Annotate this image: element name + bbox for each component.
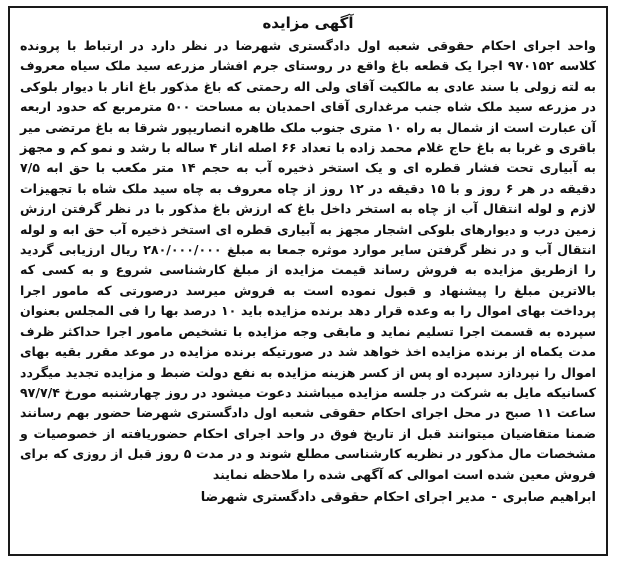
notice-body: واحد اجرای احکام حقوقی شعبه اول دادگستری شهرضا در نظر دارد در ارتباط با پرونده کلاسه ۹۷۰۱۵۲ اجرا یک قطعه باغ واقع در روستای جرم افشار مزرعه سید ملک سیاه معروف به لته زولی با سند عادی به مالکیت آقای ولی اله رحمتی که باغ مذکور باغ انار با دیوار بلوکی در مزرعه سید ملک شاه جنب مرغداری آقای احمدیان به مساحت ۵۰۰ مترمربع که حدود اربعه آن عبارت است از شمال به راه ۱۰ متری جنوب ملک طاهره انصاریپور شرقا به باغ مرتضی میر باقری و غربا به باغ حاج غلام محمد زاده با تعداد ۶۶ اصله انار ۴ ساله با رشد و نمو کم و مجهز به آبیاری تحت فشار قطره ای و یک استخر ذخیره آب به حجم ۱۴ متر مکعب با حق ابه ۷/۵ دقیقه در هر ۶ روز و با ۱۵ دقیقه در ۱۲ روز از چاه معروف به چاه سید ملک شاه با تجهیزات لازم و لوله انتقال آب از چاه به استخر داخل باغ که ارزش باغ مذکور با در نظر گرفتن ارزش زمین درب و دیوارهای بلوکی اشجار مجهز به آبیاری قطره ای استخر ذخیره آب حق ابه و لوله انتقال آب و در نظر گرفتن سایر موارد موثره جمعا به مبلغ ۲۸۰/۰۰۰/۰۰۰ ریال ارزیابی گردید را ازطریق مزایده به فروش رساند قیمت مزایده از مبلغ کارشناسی شروع و به کسی که بالاترین مبلغ را پیشنهاد و قبول نموده است به فروش میرسد درصورتی که مامور اجرا پرداخت بهای اموال را به وعده قرار دهد برنده مزایده باید ۱۰ درصد بها را فی المجلس بعنوان سپرده به قسمت اجرا تسلیم نماید و مابقی وجه مزایده با تشخیص مامور اجرا حداکثر ظرف مدت یکماه از برنده مزایده اخذ خواهد شد در صورتیکه برنده مزایده در موعد مقرر بقیه بهای اموال را نپردازد سپرده او پس از کسر هزینه مزایده به نفع دولت ضبط و مزایده تجدید میگردد کسانیکه مایل به شرکت در جلسه مزایده میباشند دعوت میشود در روز چهارشنبه مورخ ۹۷/۷/۴ ساعت ۱۱ صبح در محل اجرای احکام حقوقی شعبه اول دادگستری شهرضا حضور بهم رسانند ضمنا متقاضیان میتوانند قبل از تاریخ فوق در واحد اجرای احکام حضوریافته از خصوصیات و مشخصات مال مذکور در نظریه کارشناسی مطلع شوند و در مدت ۵ روز قبل از روزی که برای فروش معین شده است اموالی که آگهی شده را ملاحظه نمایند	[20, 38, 597, 482]
auction-notice	[8, 6, 608, 556]
signature-role: مدیر اجرای احکام حقوقی دادگستری شهرضا	[200, 489, 486, 505]
notice-title: آگهی مزایده	[262, 14, 354, 32]
signature-name: ابراهیم صابری	[502, 489, 596, 505]
signature-separator: -	[491, 489, 497, 505]
notice-signature	[20, 487, 596, 509]
